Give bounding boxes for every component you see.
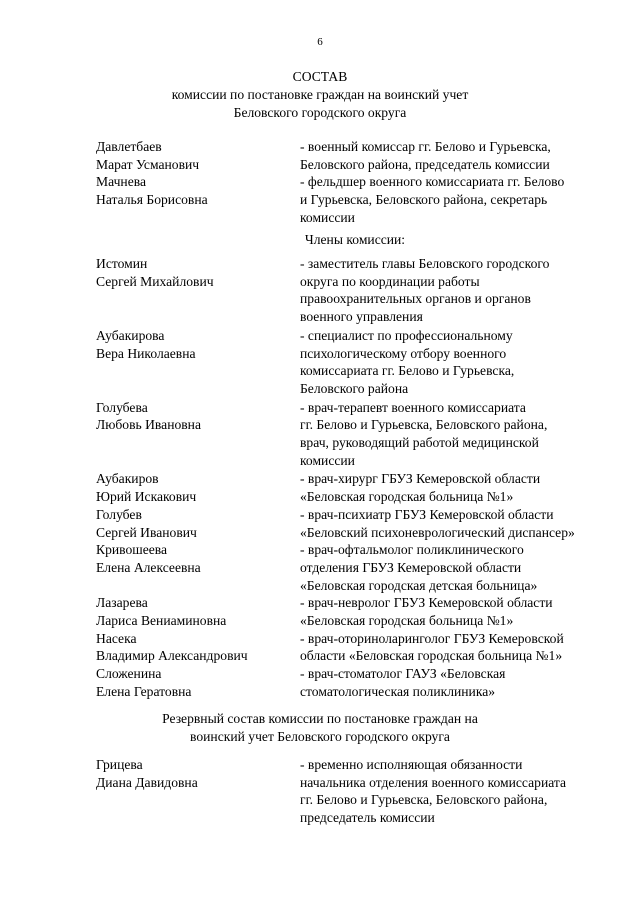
member-surname: Мачнева: [96, 174, 146, 190]
member-position-line: начальника отделения военного комиссариата: [300, 774, 567, 790]
member-position-line: «Беловская городская детская больница»: [300, 577, 538, 593]
member-position-line: - специалист по профессиональному: [300, 327, 513, 343]
member-given-names: Любовь Ивановна: [96, 417, 201, 433]
member-surname: Лазарева: [96, 595, 148, 611]
member-given-names: Вера Николаевна: [96, 345, 196, 361]
member-position-line: стоматологическая поликлиника»: [300, 683, 496, 699]
document-subtitle-line-2: Беловского городского округа: [233, 105, 407, 120]
reserve-title-line-2: воинский учет Беловского городского округа: [190, 729, 450, 744]
member-given-names: Елена Гератовна: [96, 683, 192, 699]
member-position-line: Беловского района: [300, 380, 409, 396]
member-surname: Аубакиров: [96, 471, 159, 487]
member-given-names: Марат Усманович: [96, 156, 200, 172]
member-surname: Давлетбаев: [96, 139, 162, 154]
reserve-title-line-1: Резервный состав комиссии по постановке граждан на: [162, 711, 478, 726]
members-heading: Члены комиссии:: [304, 232, 406, 247]
member-position-line: округа по координации работы: [300, 273, 480, 289]
member-given-names: Юрий Искакович: [96, 489, 197, 505]
member-given-names: Лариса Вениаминовна: [96, 613, 227, 628]
page-number: 6: [317, 36, 323, 48]
member-surname: Голубева: [96, 399, 148, 415]
document-title: СОСТАВ: [292, 69, 348, 84]
member-position-line: - врач-офтальмолог поликлинического: [300, 542, 524, 558]
member-position-line: - врач-терапевт военного комиссариата: [300, 399, 526, 415]
member-surname: Голубев: [96, 506, 142, 522]
member-position-line: правоохранительных органов и органов: [300, 291, 531, 307]
member-position-line: - заместитель главы Беловского городского: [300, 256, 550, 271]
member-given-names: Елена Алексеевна: [96, 559, 201, 575]
member-position-line: гг. Белово и Гурьевска, Беловского района,: [300, 792, 548, 808]
member-given-names: Сергей Михайлович: [96, 273, 214, 289]
member-position-line: «Беловская городская больница №1»: [300, 489, 514, 505]
member-given-names: Сергей Иванович: [96, 524, 197, 540]
member-position-line: комиссии: [300, 209, 355, 225]
member-given-names: Владимир Александрович: [96, 648, 248, 664]
member-surname: Кривошеева: [96, 542, 168, 558]
member-position-line: и Гурьевска, Беловского района, секретарь: [300, 192, 548, 208]
member-position-line: - врач-хирург ГБУЗ Кемеровской области: [300, 471, 541, 487]
member-surname: Аубакирова: [96, 327, 165, 343]
member-position-line: «Беловская городская больница №1»: [300, 613, 514, 628]
member-position-line: - военный комиссар гг. Белово и Гурьевска,: [300, 139, 551, 154]
member-position-line: председатель комиссии: [300, 810, 435, 826]
member-position-line: - врач-стоматолог ГАУЗ «Беловская: [300, 666, 506, 682]
member-given-names: Диана Давидовна: [96, 774, 198, 790]
member-position-line: комиссии: [300, 452, 355, 468]
member-position-line: военного управления: [300, 309, 423, 325]
member-given-names: Наталья Борисовна: [96, 192, 208, 208]
member-position-line: - фельдшер военного комиссариата гг. Белово: [300, 174, 565, 190]
member-position-line: «Беловский психоневрологический диспансер»: [300, 524, 575, 540]
document-subtitle-line-1: комиссии по постановке граждан на воинский учет: [171, 87, 469, 102]
member-position-line: области «Беловская городская больница №1»: [300, 648, 563, 664]
member-position-line: комиссариата гг. Белово и Гурьевска,: [300, 363, 515, 379]
member-surname: Сложенина: [96, 666, 162, 682]
member-position-line: - врач-оториноларинголог ГБУЗ Кемеровской: [300, 630, 564, 646]
member-surname: Истомин: [96, 256, 148, 271]
member-position-line: гг. Белово и Гурьевска, Беловского района,: [300, 417, 548, 433]
member-position-line: - врач-невролог ГБУЗ Кемеровской области: [300, 595, 553, 611]
member-position-line: - врач-психиатр ГБУЗ Кемеровской области: [300, 506, 554, 522]
member-position-line: психологическому отбору военного: [300, 345, 507, 361]
member-surname: Насека: [96, 630, 137, 646]
member-position-line: Беловского района, председатель комиссии: [300, 156, 550, 172]
member-position-line: - временно исполняющая обязанности: [300, 757, 523, 772]
member-position-line: врач, руководящий работой медицинской: [300, 435, 539, 450]
member-surname: Грицева: [96, 757, 143, 772]
member-position-line: отделения ГБУЗ Кемеровской области: [300, 559, 522, 575]
